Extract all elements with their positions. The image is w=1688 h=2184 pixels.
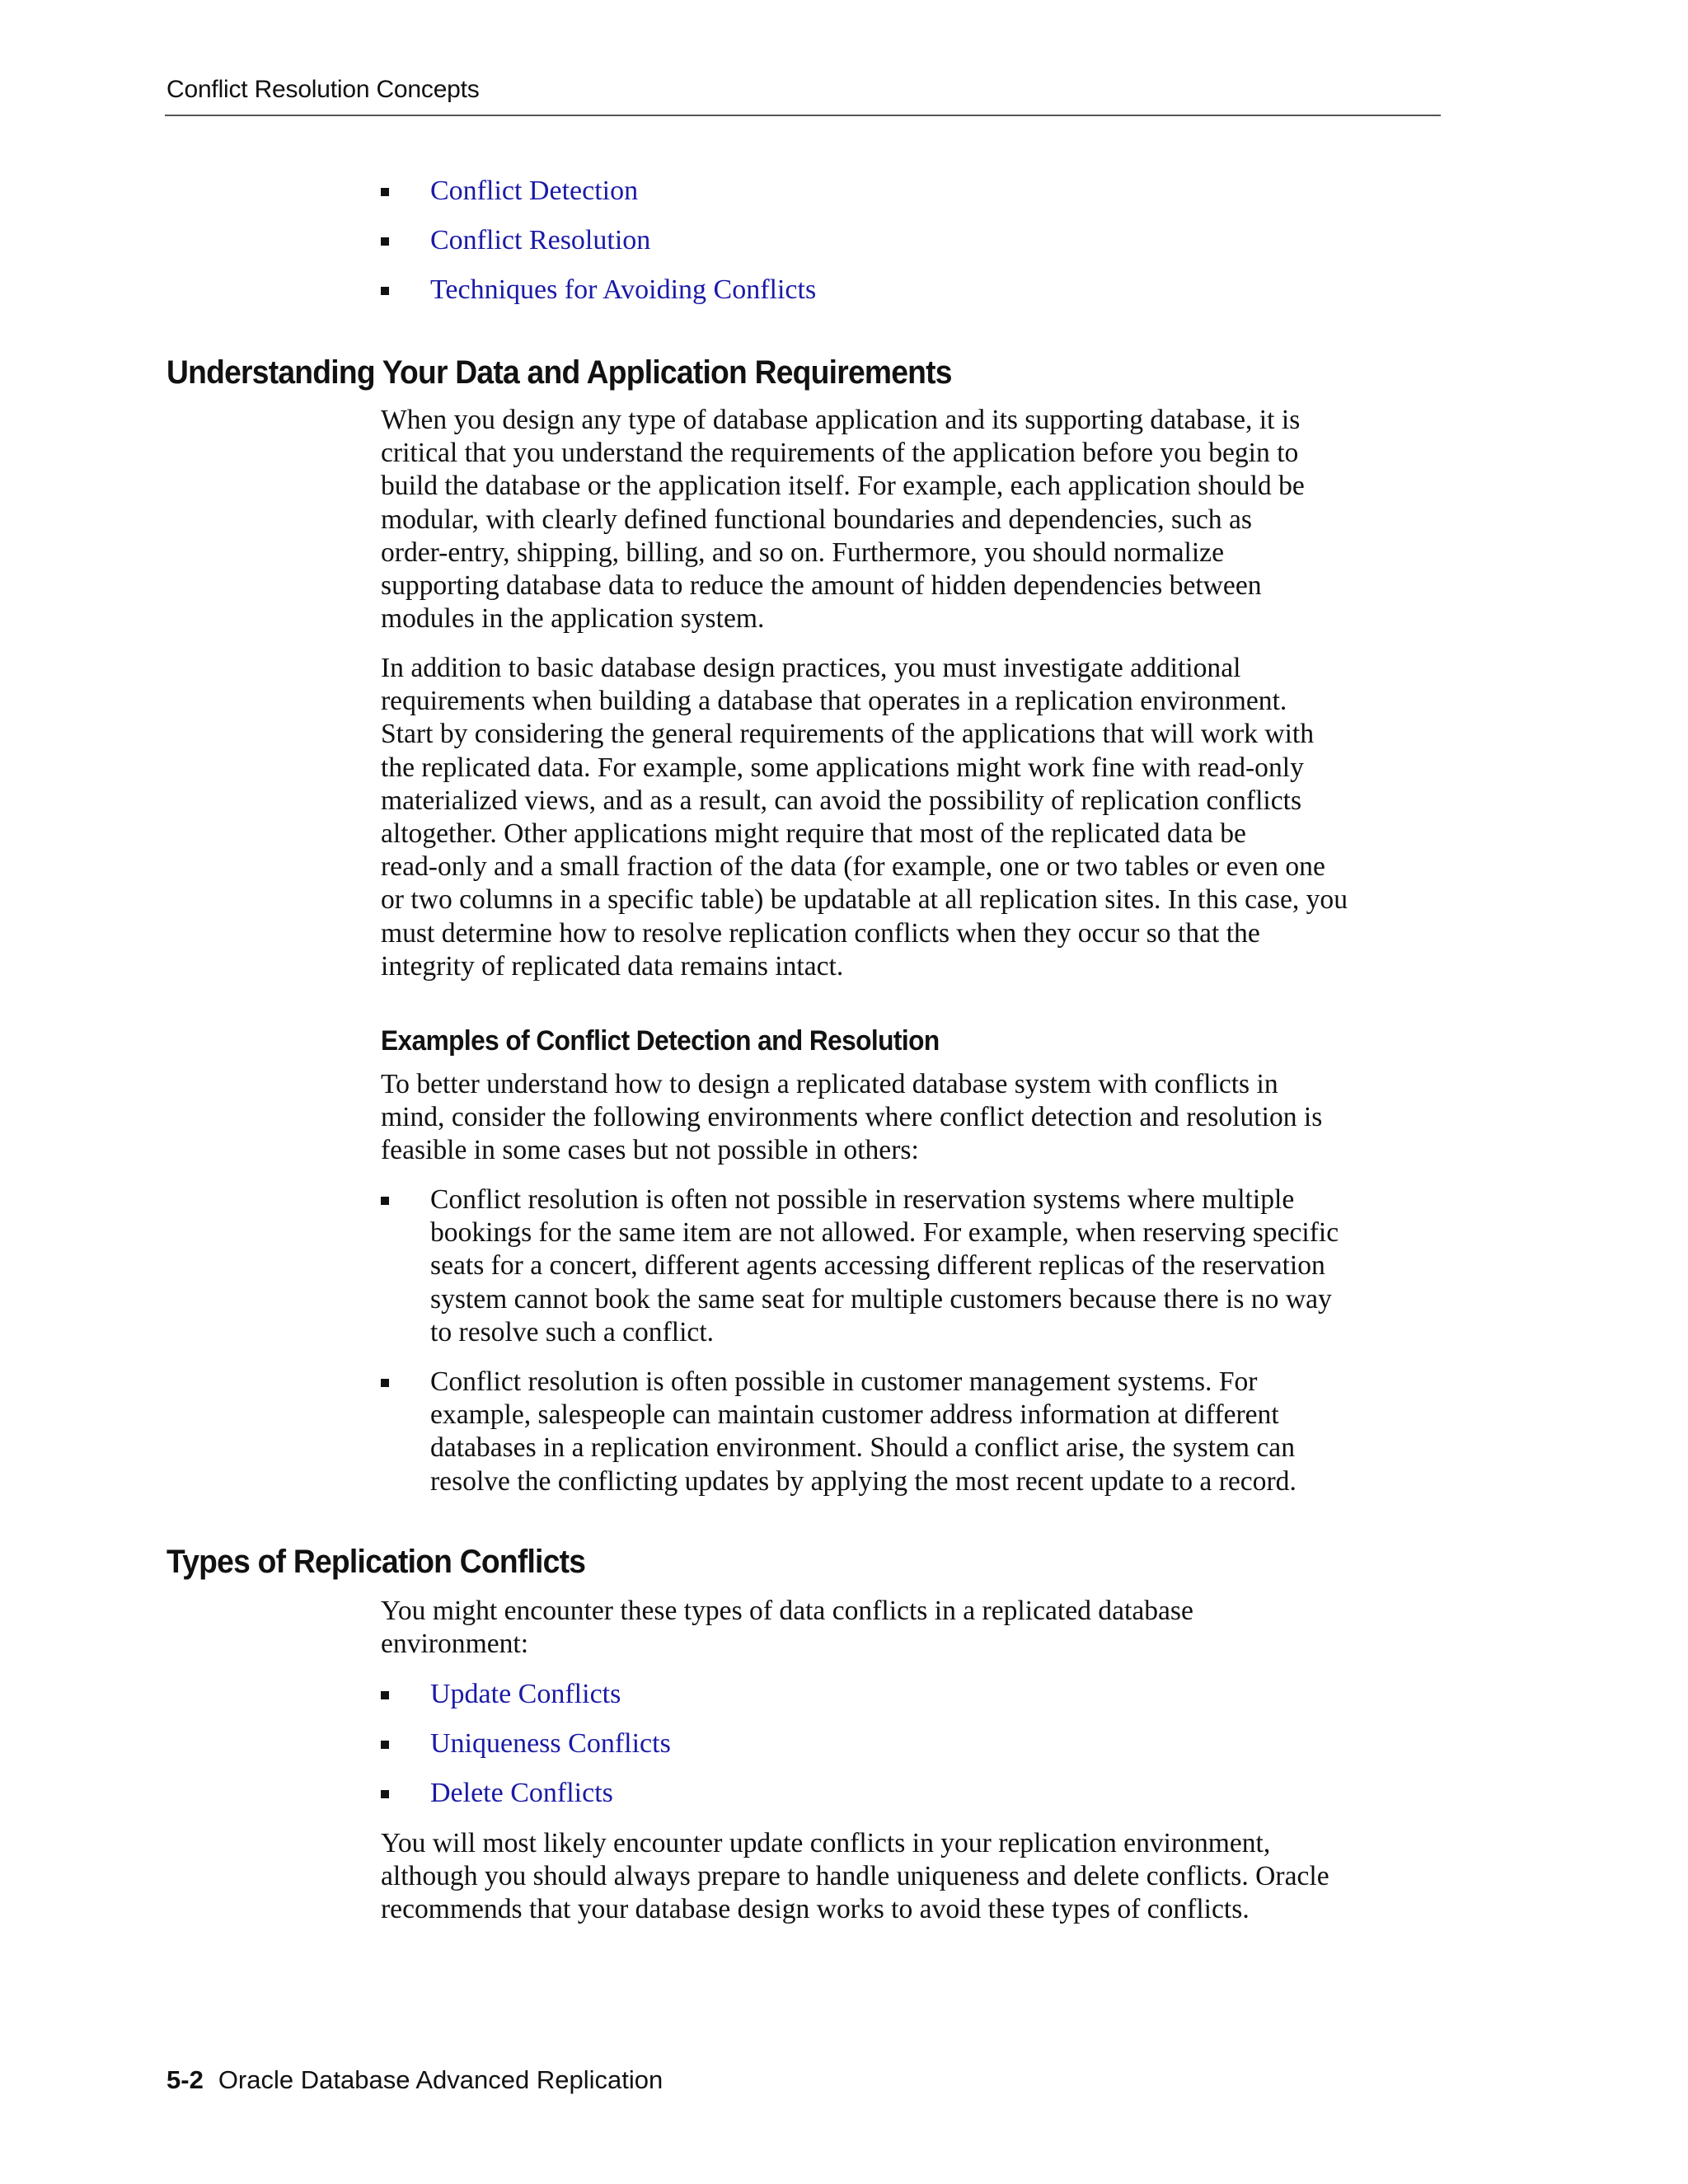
list-item: [379, 1678, 671, 1711]
text-line: Conflict resolution is often possible in customer management systems. For: [430, 1366, 1258, 1398]
text-line: critical that you understand the requirements of the application before you begin to: [381, 438, 1299, 469]
bullet-icon: [381, 237, 389, 246]
text-line: materialized views, and as a result, can avoid the possibility of replication conflicts: [381, 785, 1302, 816]
subsection-heading-examples: Examples of Conflict Detection and Resolution: [381, 1025, 940, 1057]
text-line: In addition to basic database design practices, you must investigate additional: [381, 653, 1241, 683]
paragraph-requirements: [381, 404, 1452, 635]
text-line: mind, consider the following environments where conflict detection and resolution is: [381, 1102, 1323, 1133]
bullet-icon: [381, 1197, 389, 1205]
header-rule: [165, 115, 1441, 116]
text-line: although you should always prepare to handle uniqueness and delete conflicts. Oracle: [381, 1861, 1329, 1892]
top-link-list: [379, 175, 816, 307]
text-line: seats for a concert, different agents accessing different replicas of the reservation: [430, 1250, 1325, 1282]
list-item: [379, 1183, 1467, 1349]
link-update-conflicts[interactable]: Update Conflicts: [430, 1679, 621, 1709]
link-techniques-avoiding-conflicts[interactable]: Techniques for Avoiding Conflicts: [430, 274, 817, 305]
text-line: environment:: [381, 1629, 529, 1660]
text-line: bookings for the same item are not allowed. For example, when reserving specific: [430, 1217, 1339, 1249]
bullet-icon: [381, 1790, 389, 1798]
text-line: must determine how to resolve replication conflicts when they occur so that the: [381, 917, 1260, 949]
paragraph-examples-intro: [381, 1068, 1452, 1168]
list-item: [379, 1727, 671, 1760]
paragraph-types-intro: [381, 1595, 1452, 1661]
text-line: modules in the application system.: [381, 603, 765, 635]
text-line: system cannot book the same seat for multiple customers because there is no way: [430, 1283, 1332, 1315]
list-item: [379, 1366, 1467, 1498]
section-heading-types: Types of Replication Conflicts: [166, 1544, 586, 1580]
text-line: feasible in some cases but not possible in others:: [381, 1135, 919, 1166]
examples-bullet-list: [379, 1183, 1467, 1498]
page-number: 5-2: [166, 2065, 204, 2094]
bullet-icon: [381, 287, 389, 295]
list-item: [379, 274, 816, 307]
text-line: or two columns in a specific table) be updatable at all replication sites. In this case, you: [381, 884, 1348, 916]
running-header: Conflict Resolution Concepts: [166, 76, 480, 103]
section-heading-understanding: Understanding Your Data and Application Requirements: [166, 354, 952, 391]
text-line: You might encounter these types of data conflicts in a replicated database: [381, 1596, 1193, 1626]
text-line: the replicated data. For example, some applications might work fine with read-only: [381, 752, 1304, 783]
text-line: databases in a replication environment. Should a conflict arise, the system can: [430, 1432, 1295, 1464]
text-line: modular, with clearly defined functional boundaries and dependencies, such as: [381, 504, 1252, 535]
text-line: When you design any type of database application and its supporting database, it is: [381, 405, 1301, 435]
text-line: read-only and a small fraction of the data (for example, one or two tables or even one: [381, 851, 1325, 883]
text-line: build the database or the application itself. For example, each application should be: [381, 471, 1305, 502]
paragraph-replication-requirements: [381, 652, 1452, 983]
text-line: example, salespeople can maintain customer address information at different: [430, 1399, 1279, 1431]
bullet-icon: [381, 1691, 389, 1699]
list-item: [379, 1777, 671, 1810]
bullet-icon: [381, 1741, 389, 1749]
text-line: altogether. Other applications might require that most of the replicated data be: [381, 818, 1246, 850]
link-conflict-resolution[interactable]: Conflict Resolution: [430, 225, 651, 255]
bullet-icon: [381, 1379, 389, 1387]
paragraph-types-closing: [381, 1827, 1452, 1927]
bullet-icon: [381, 188, 389, 196]
book-title: Oracle Database Advanced Replication: [218, 2065, 663, 2094]
text-line: requirements when building a database that operates in a replication environment.: [381, 686, 1287, 717]
text-line: Conflict resolution is often not possible in reservation systems where multiple: [430, 1184, 1295, 1215]
text-line: You will most likely encounter update conflicts in your replication environment,: [381, 1828, 1271, 1858]
text-line: to resolve such a conflict.: [430, 1316, 715, 1347]
link-conflict-detection[interactable]: Conflict Detection: [430, 176, 639, 206]
link-uniqueness-conflicts[interactable]: Uniqueness Conflicts: [430, 1728, 671, 1759]
types-link-list: [379, 1678, 671, 1810]
text-line: recommends that your database design works to avoid these types of conflicts.: [381, 1894, 1250, 1925]
text-line: order-entry, shipping, billing, and so on. Furthermore, you should normalize: [381, 537, 1224, 568]
text-line: To better understand how to design a replicated database system with conflicts in: [381, 1069, 1278, 1099]
text-line: Start by considering the general requirements of the applications that will work with: [381, 719, 1315, 750]
list-item: [379, 175, 816, 208]
link-delete-conflicts[interactable]: Delete Conflicts: [430, 1778, 613, 1808]
text-line: supporting database data to reduce the amount of hidden dependencies between: [381, 570, 1262, 602]
list-item: [379, 224, 816, 257]
text-line: integrity of replicated data remains intact.: [381, 950, 844, 982]
text-line: resolve the conflicting updates by applying the most recent update to a record.: [430, 1465, 1296, 1497]
page-footer: [166, 2065, 663, 2095]
